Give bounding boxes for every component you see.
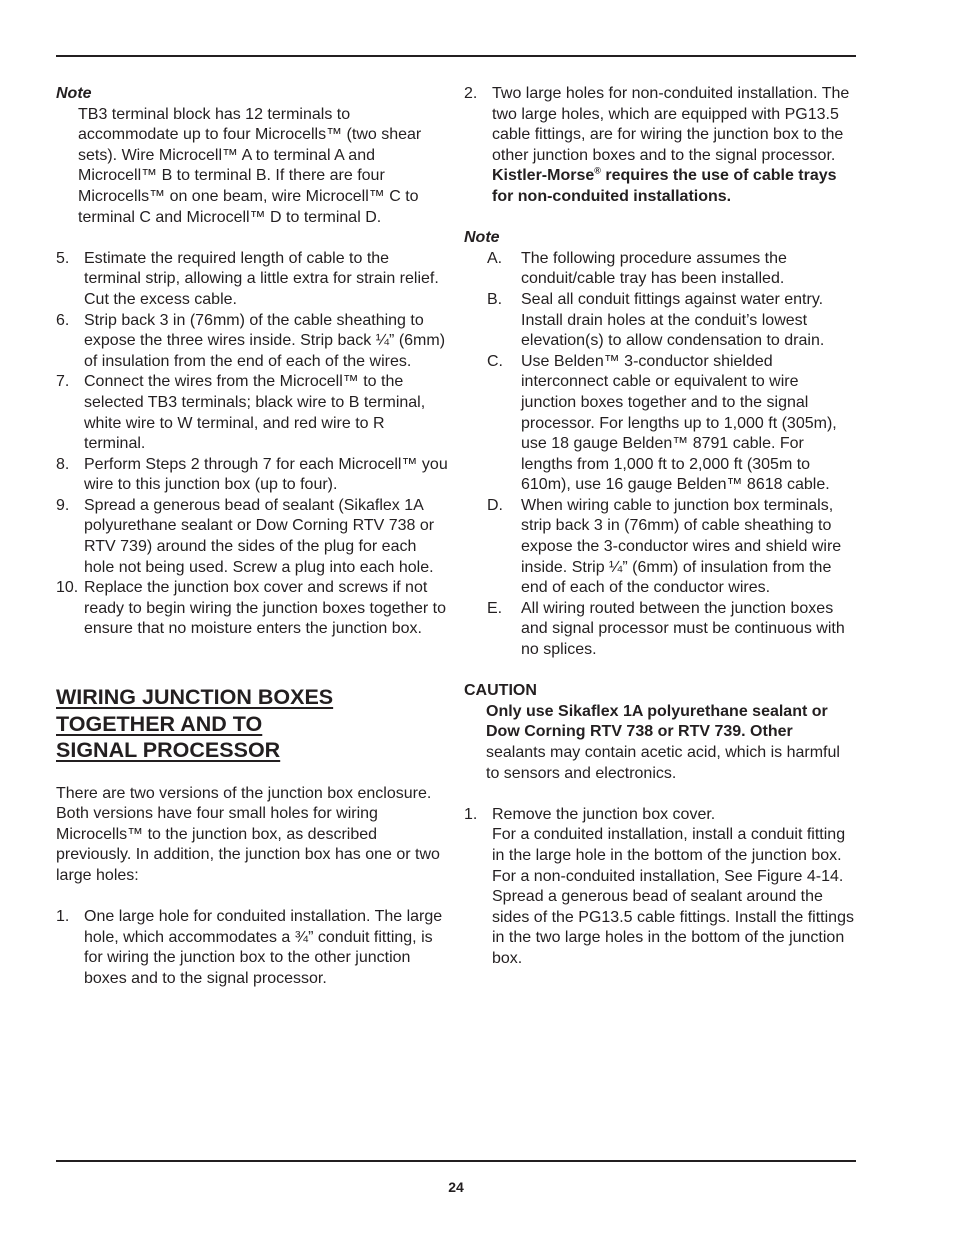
note-label: Note <box>464 229 500 247</box>
list-item: 7. Connect the wires from the Microcell™ to the selected TB3 terminals; black wire to B terminal, white wire to W terminal, and red wire to R terminal. <box>56 373 426 453</box>
list-item: E. All wiring routed between the junction boxes and signal processor must be continuous with no splices. <box>487 599 845 659</box>
bottom-rule <box>56 1160 856 1162</box>
kistler-morse-requirement: Kistler-Morse® requires the use of cable trays for non-conduited installations. <box>492 166 837 205</box>
note-list <box>464 249 856 661</box>
list-item: 2. Two large holes for non-conduited installation. The two large holes, which are equipped with PG13.5 cable fittings, are for wiring the junction box to the other junction boxes and to the signal processor. Kistler-Morse® requires the use of cable trays for non-conduited installations. <box>464 84 856 208</box>
section-heading: WIRING JUNCTION BOXES TOGETHER AND TO SIGNAL PROCESSOR <box>56 685 334 763</box>
caution-text: Only use Sikaflex 1A polyurethane sealant or Dow Corning RTV 738 or RTV 739. Other sealants may contain acetic acid, which is harmful to sensors and electronics. <box>486 702 840 782</box>
list-item: 1. Remove the junction box cover. For a conduited installation, install a conduit fitting in the large hole in the bottom of the junction box. For a non-conduited installation, See Figure 4-14. Spread a generous bead of sealant around the sides of the PG13.5 cable fittings. Install the fittings in the two large holes in the bottom of the junction box. <box>464 805 854 967</box>
top-rule <box>56 55 856 57</box>
page-number: 24 <box>448 1179 464 1195</box>
steps-list <box>56 249 448 640</box>
list-item: D. When wiring cable to junction box terminals, strip back 3 in (76mm) of cable sheathing to expose the 3-conductor wires and shield wire inside. Strip ¼” (6mm) of insulation from the end of each of the conductor wires. <box>487 496 842 597</box>
holes-list-continued <box>464 84 856 208</box>
list-item: B. Seal all conduit fittings against water entry. Install drain holes at the conduit’s lowest elevation(s) to allow condensation to drain. <box>487 290 825 350</box>
note-text: TB3 terminal block has 12 terminals to accommodate up to four Microcells™ (two shear sets). Wire Microcell™ A to terminal A and Microcell™ B to terminal B. If there are four Microcells™ on one beam, wire Microcell™ C to terminal C and Microcell™ D to terminal D. <box>78 105 422 226</box>
list-item: 10. Replace the junction box cover and screws if not ready to begin wiring the junction boxes together to ensure that no moisture enters the junction box. <box>56 579 447 638</box>
note-label: Note <box>56 85 92 102</box>
list-item: A. The following procedure assumes the conduit/cable tray has been installed. <box>487 249 787 288</box>
left-column <box>56 84 448 989</box>
holes-list <box>56 907 448 989</box>
right-column <box>464 84 856 970</box>
list-item: 8. Perform Steps 2 through 7 for each Microcell™ you wire to this junction box (up to four). <box>56 455 448 494</box>
list-item: 9. Spread a generous bead of sealant (Sikaflex 1A polyurethane sealant or Dow Corning RTV 738 or RTV 739) around the sides of the plug for each hole not being used. Screw a plug into each hole. <box>56 496 435 576</box>
procedure-list <box>464 805 856 970</box>
list-item: 6. Strip back 3 in (76mm) of the cable sheathing to expose the three wires inside. Strip back ¼” (6mm) of insulation from the end of each of the wires. <box>56 311 446 370</box>
list-item: C. Use Belden™ 3-conductor shielded interconnect cable or equivalent to wire junction boxes together and to the signal processor. For lengths up to 1,000 ft (305m), use 18 gauge Belden™ 8791 cable. For lengths from 1,000 ft to 2,000 ft (305m to 610m), use 16 gauge Belden™ 8618 cable. <box>487 352 837 494</box>
list-item: 5. Estimate the required length of cable to the terminal strip, allowing a little extra for strain relief. Cut the excess cable. <box>56 249 439 308</box>
list-item: 1. One large hole for conduited installation. The large hole, which accommodates a ¾” conduit fitting, is for wiring the junction box to the other junction boxes and to the signal processor. <box>56 908 443 987</box>
section-intro: There are two versions of the junction box enclosure. Both versions have four small holes for wiring Microcells™ to the junction box, as described previously. In addition, the junction box has one or two large holes: <box>56 784 440 884</box>
caution-label: CAUTION <box>464 682 537 700</box>
